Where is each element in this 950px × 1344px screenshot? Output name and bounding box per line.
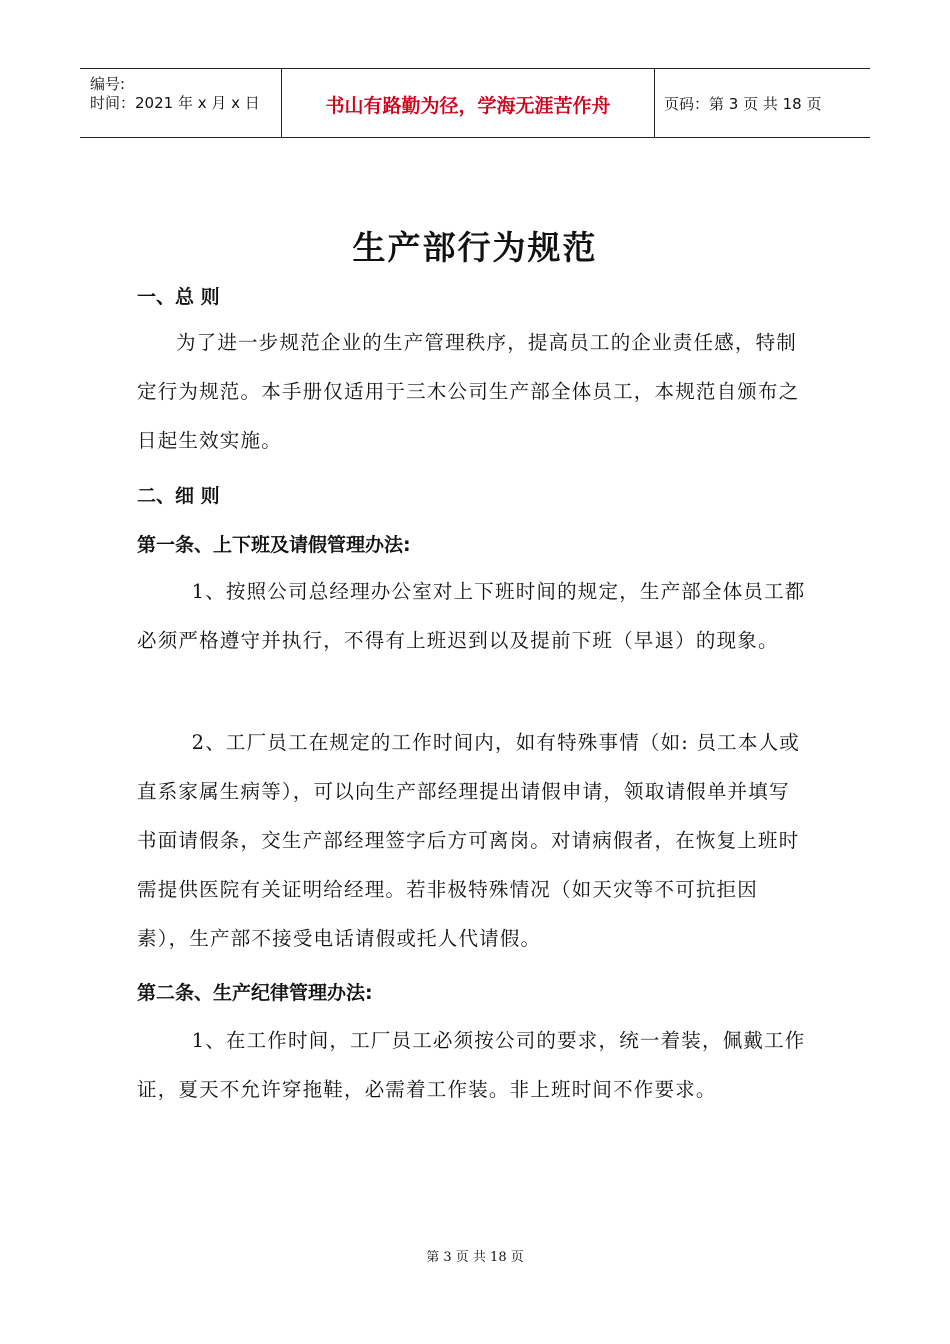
document-header [80, 68, 870, 138]
article-1-paragraph-1: 1、按照公司总经理办公室对上下班时间的规定，生产部全体员工都必须严格遵守并执行，不得有上班迟到以及提前下班（早退）的现象。 [137, 580, 806, 652]
page-title: 生产部行为规范 [352, 228, 598, 267]
time-label: 时间：2021 年 x 月 x 日 [90, 94, 260, 112]
section-2-heading: 二、细 则 [137, 485, 220, 507]
header-page-cell [654, 69, 870, 137]
article-2-paragraph-1: 1、在工作时间，工厂员工必须按公司的要求，统一着装，佩戴工作证，夏天不允许穿拖鞋，必需着工作装。非上班时间不作要求。 [137, 1029, 806, 1101]
motto-text: 书山有路勤为径，学海无涯苦作舟 [325, 95, 611, 117]
section-1-paragraph: 为了进一步规范企业的生产管理秩序，提高员工的企业责任感，特制定行为规范。本手册仅适用于三木公司生产部全体员工，本规范自颁布之日起生效实施。 [137, 331, 800, 452]
article-2-heading: 第二条、生产纪律管理办法: [137, 982, 373, 1004]
page-info: 页码：第 3 页 共 18 页 [664, 95, 822, 113]
article-1-paragraph-2: 2、工厂员工在规定的工作时间内，如有特殊事情（如: 员工本人或直系家属生病等），可以向生产部经理提出请假申请，领取请假单并填写书面请假条，交生产部经理签字后方可离岗。对请病假者，在恢复上班时需提供医院有关证明给经理。若非极特殊情况（如天灾等不可抗拒因素），生产部不接受电话请假或托人代请假。 [137, 731, 800, 950]
header-meta-cell [80, 69, 281, 137]
number-label: 编号: [90, 75, 126, 93]
page-footer: 第 3 页 共 18 页 [426, 1250, 524, 1265]
article-1-heading: 第一条、上下班及请假管理办法: [137, 534, 411, 556]
section-1-heading: 一、总 则 [137, 286, 220, 308]
header-motto-cell [281, 69, 655, 137]
